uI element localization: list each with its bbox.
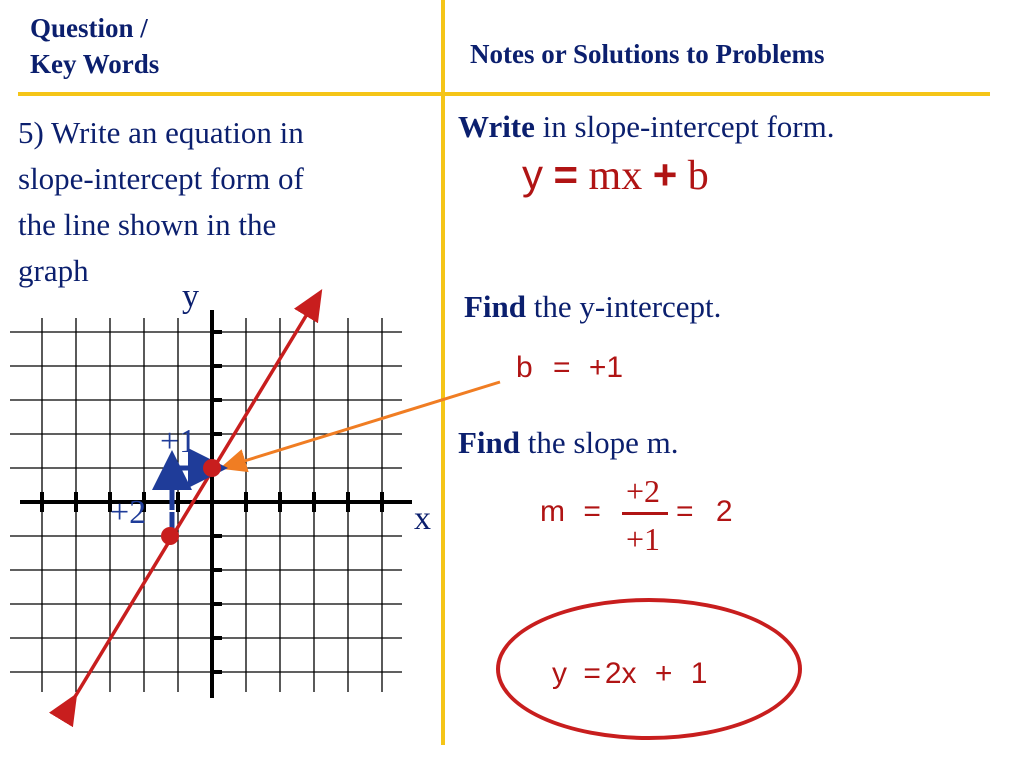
formula-y: y: [522, 151, 543, 198]
question-line: slope-intercept form of: [18, 161, 304, 196]
y-axis-label: y: [182, 278, 199, 315]
formula-mx: mx: [588, 153, 643, 199]
question-line: 5) Write an equation in: [18, 115, 304, 150]
m-denominator: +1: [626, 521, 661, 557]
answer-plus: +: [654, 657, 673, 690]
question-line: graph: [18, 253, 89, 288]
b-equals: =: [553, 351, 571, 384]
m-equals: =: [583, 495, 601, 528]
question-line: the line shown in the: [18, 207, 277, 242]
step-slope-bold: Find: [458, 425, 521, 460]
step-intercept-rest: the y-intercept.: [526, 289, 722, 324]
step-write-bold: Write: [458, 109, 535, 144]
m-numerator: +2: [626, 473, 661, 509]
m-equals-2: =: [676, 495, 694, 528]
axes: [20, 310, 412, 698]
intercept-point: [203, 459, 221, 477]
step-intercept-bold: Find: [464, 289, 527, 324]
header-notes: Notes or Solutions to Problems: [470, 39, 825, 69]
formula-plus: +: [652, 151, 678, 198]
rise-label: +1: [160, 423, 197, 460]
grid-lines: [10, 318, 402, 692]
m-var-text: m: [540, 495, 565, 528]
b-val: +1: [588, 351, 624, 384]
formula-b: b: [687, 153, 709, 199]
x-axis-label: x: [414, 500, 431, 537]
answer-2x: 2x: [604, 657, 637, 690]
answer-equals: =: [583, 657, 601, 690]
formula-equals: =: [553, 151, 579, 198]
answer-y: y: [552, 657, 567, 690]
header-question-line1: Question /: [30, 13, 148, 43]
second-point: [161, 527, 179, 545]
header-question-line2: Key Words: [30, 49, 160, 79]
intercept-pointer-arrow: [228, 382, 500, 466]
step-slope-rest: the slope m.: [520, 425, 679, 460]
answer-1: 1: [690, 657, 708, 690]
b-var: b: [516, 351, 533, 384]
m-result-value: 2: [715, 495, 733, 528]
step-write-rest: in slope-intercept form.: [534, 109, 835, 144]
run-label: +2: [110, 494, 147, 531]
